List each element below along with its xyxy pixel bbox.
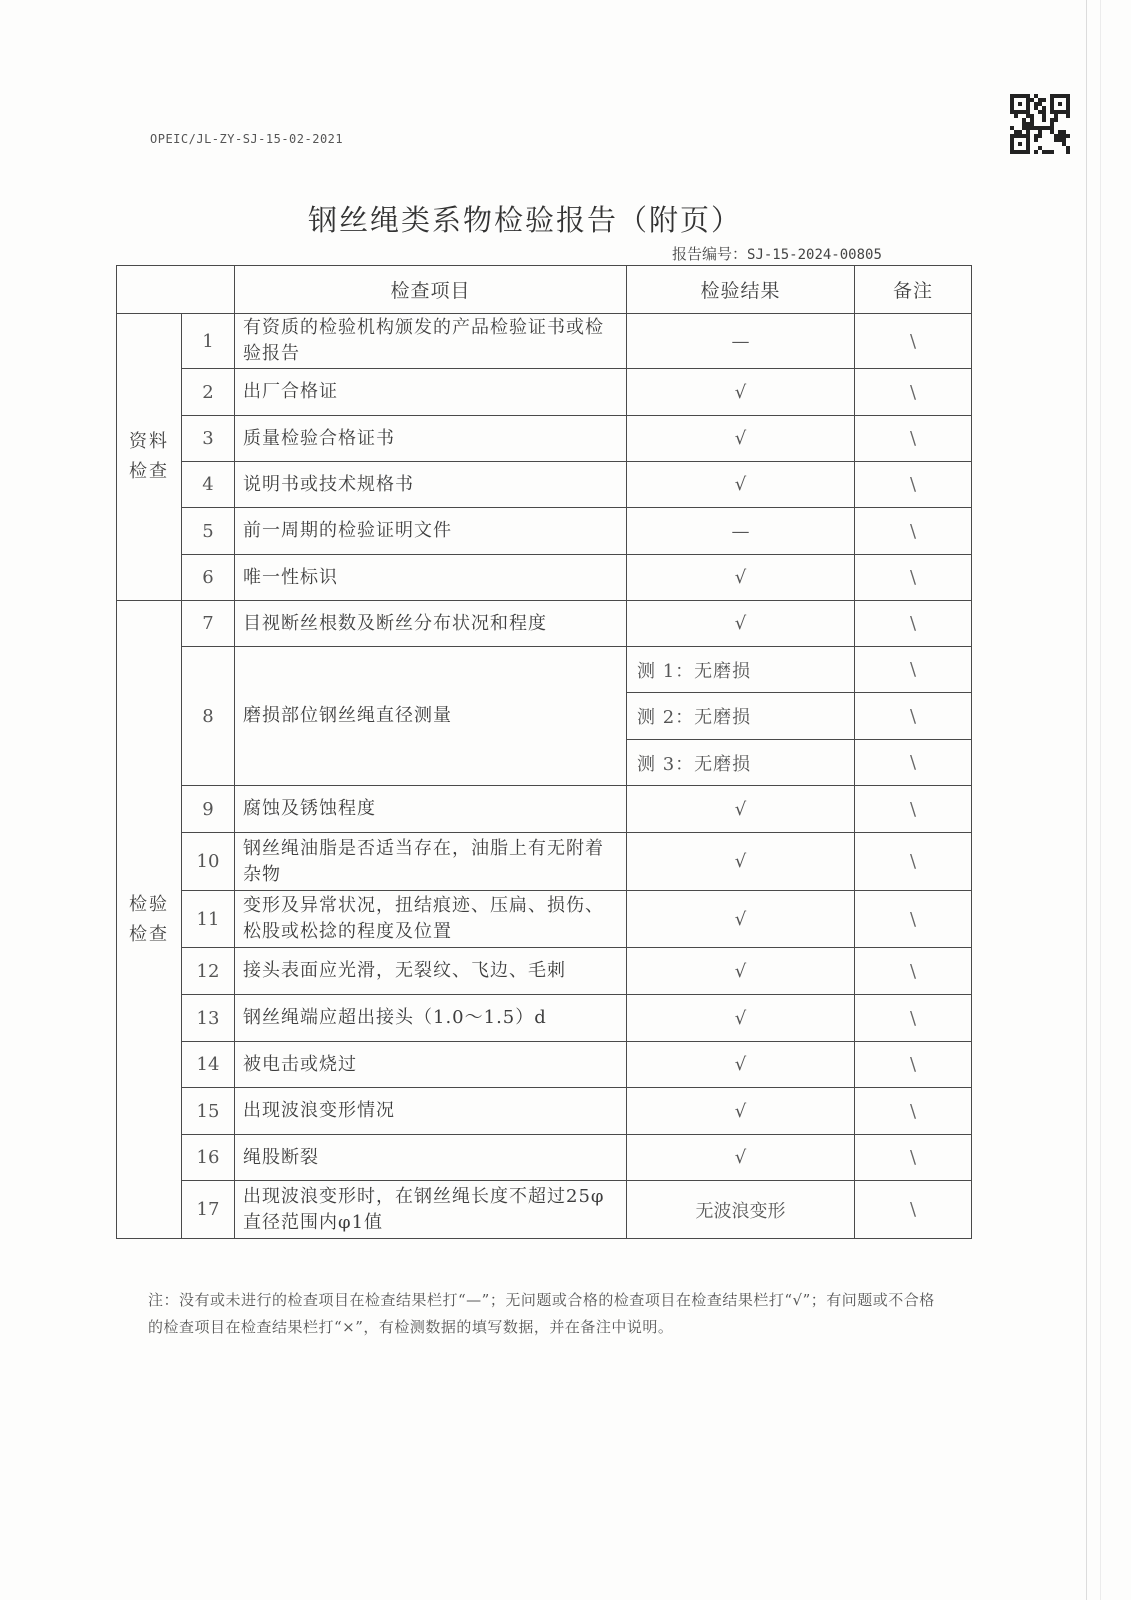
row-remark: \: [855, 314, 972, 369]
table-row: [117, 786, 972, 833]
row-result: 无波浪变形: [627, 1181, 855, 1239]
row-remark: \: [855, 369, 972, 416]
table-row: [117, 462, 972, 508]
row-remark: \: [855, 995, 972, 1042]
row-item: 出现波浪变形情况: [235, 1088, 627, 1135]
row-remark: \: [855, 416, 972, 462]
row-item: 接头表面应光滑，无裂纹、飞边、毛刺: [235, 948, 627, 995]
table-row: [117, 555, 972, 601]
table-row: [117, 416, 972, 462]
header-remark: 备注: [855, 266, 972, 314]
row-result: √: [627, 891, 855, 948]
row-result: —: [627, 508, 855, 555]
table-row: [117, 647, 972, 693]
table-row: [117, 601, 972, 647]
row-remark: \: [855, 1181, 972, 1239]
row-number: 10: [182, 833, 235, 891]
row-result: √: [627, 786, 855, 833]
row-number: 5: [182, 508, 235, 555]
row-number: 15: [182, 1088, 235, 1135]
row-result: √: [627, 601, 855, 647]
table-row: [117, 948, 972, 995]
row-item: 钢丝绳端应超出接头（1.0～1.5）d: [235, 995, 627, 1042]
row-result: √: [627, 1135, 855, 1181]
report-number: [672, 243, 882, 264]
row-result: √: [627, 462, 855, 508]
table-row: [117, 1042, 972, 1088]
row-item: 说明书或技术规格书: [235, 462, 627, 508]
row-result: √: [627, 948, 855, 995]
table-row: [117, 508, 972, 555]
table-header-row: [117, 266, 972, 314]
report-number-label: 报告编号：: [672, 245, 748, 263]
row-item: 绳股断裂: [235, 1135, 627, 1181]
page-edge-line: [1086, 0, 1087, 1600]
row-number: 13: [182, 995, 235, 1042]
header-result: 检验结果: [627, 266, 855, 314]
header-item: 检查项目: [235, 266, 627, 314]
row-result-measure-1: 测 1：无磨损: [627, 647, 855, 693]
document-code: OPEIC/JL-ZY-SJ-15-02-2021: [150, 132, 344, 146]
group-docs-check: 资料检查: [117, 314, 182, 601]
row-result: √: [627, 369, 855, 416]
row-result: —: [627, 314, 855, 369]
table-row: [117, 891, 972, 948]
header-blank: [117, 266, 235, 314]
row-remark: \: [855, 1042, 972, 1088]
row-item: 被电击或烧过: [235, 1042, 627, 1088]
qr-code-icon: [1010, 94, 1070, 154]
row-remark: \: [855, 693, 972, 740]
row-remark: \: [855, 1088, 972, 1135]
row-number: 2: [182, 369, 235, 416]
row-result-measure-3: 测 3：无磨损: [627, 740, 855, 786]
row-number: 8: [182, 647, 235, 786]
table-row: [117, 1088, 972, 1135]
row-remark: \: [855, 647, 972, 693]
row-number: 4: [182, 462, 235, 508]
row-item: 有资质的检验机构颁发的产品检验证书或检验报告: [235, 314, 627, 369]
table-row: [117, 833, 972, 891]
table-row: [117, 314, 972, 369]
row-number: 17: [182, 1181, 235, 1239]
row-item: 变形及异常状况，扭结痕迹、压扁、损伤、松股或松捻的程度及位置: [235, 891, 627, 948]
row-result-measure-2: 测 2：无磨损: [627, 693, 855, 740]
row-result: √: [627, 1088, 855, 1135]
row-item: 质量检验合格证书: [235, 416, 627, 462]
row-number: 1: [182, 314, 235, 369]
row-result: √: [627, 833, 855, 891]
row-result: √: [627, 555, 855, 601]
row-remark: \: [855, 891, 972, 948]
row-number: 14: [182, 1042, 235, 1088]
footnote: 注：没有或未进行的检查项目在检查结果栏打“—”；无问题或合格的检查项目在检查结果栏打“√”；有问题或不合格的检查项目在检查结果栏打“×”，有检测数据的填写数据，并在备注中说明。: [148, 1291, 935, 1336]
page-edge-line: [1100, 0, 1101, 1600]
row-remark: \: [855, 740, 972, 786]
row-item: 腐蚀及锈蚀程度: [235, 786, 627, 833]
row-remark: \: [855, 833, 972, 891]
row-number: 16: [182, 1135, 235, 1181]
row-result: √: [627, 995, 855, 1042]
inspection-table: [116, 265, 972, 1239]
row-result: √: [627, 416, 855, 462]
table-row: [117, 1135, 972, 1181]
row-number: 7: [182, 601, 235, 647]
row-item: 前一周期的检验证明文件: [235, 508, 627, 555]
row-remark: \: [855, 786, 972, 833]
report-number-value: SJ-15-2024-00805: [747, 247, 882, 263]
row-number: 11: [182, 891, 235, 948]
row-remark: \: [855, 1135, 972, 1181]
row-item: 唯一性标识: [235, 555, 627, 601]
group-inspection-check: 检验检查: [117, 601, 182, 1239]
row-number: 9: [182, 786, 235, 833]
row-remark: \: [855, 462, 972, 508]
row-remark: \: [855, 948, 972, 995]
row-number: 12: [182, 948, 235, 995]
table-row: [117, 369, 972, 416]
row-remark: \: [855, 508, 972, 555]
row-item: 出厂合格证: [235, 369, 627, 416]
table-row: [117, 995, 972, 1042]
row-result: √: [627, 1042, 855, 1088]
row-remark: \: [855, 601, 972, 647]
row-item: 磨损部位钢丝绳直径测量: [235, 647, 627, 786]
row-number: 6: [182, 555, 235, 601]
row-item: 目视断丝根数及断丝分布状况和程度: [235, 601, 627, 647]
row-item: 出现波浪变形时，在钢丝绳长度不超过25φ直径范围内φ1值: [235, 1181, 627, 1239]
row-remark: \: [855, 555, 972, 601]
row-number: 3: [182, 416, 235, 462]
row-item: 钢丝绳油脂是否适当存在，油脂上有无附着杂物: [235, 833, 627, 891]
table-row: [117, 1181, 972, 1239]
page-title: 钢丝绳类系物检验报告（附页）: [307, 203, 742, 237]
